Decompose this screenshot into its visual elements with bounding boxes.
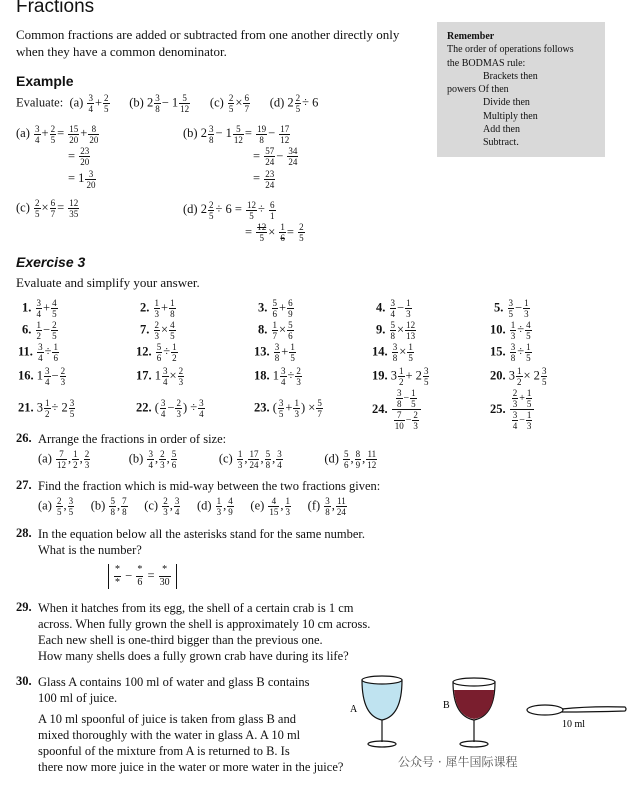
exercise-22: 22. ( $\frac{3}{4}$ − $\frac{2}{3}$ ) ÷ $\frac{3}{4}$ — [136, 398, 204, 419]
remember-box — [437, 22, 605, 157]
spoon-label: 10 ml — [562, 719, 586, 730]
exercise-16: 16. 1 $\frac{3}{4}$ − $\frac{2}{3}$ — [18, 366, 66, 387]
glasses-figure — [340, 672, 635, 752]
exercise-9: 9. $\frac{5}{8}$ × $\frac{12}{13}$ — [376, 320, 416, 341]
exercise-23: 23. ( $\frac{3}{5}$ + $\frac{1}{3}$ ) × $\frac{5}{7}$ — [254, 398, 322, 419]
example-prompt: Evaluate: (a) $\frac{3}{4}$ + $\frac{2}{5}$ (b) 2 $\frac{3}{8}$ − 1 $\frac{5}{12}$ (c) $\frac{2}{5}$ × $\frac{6}{7}$ (d) 2 $\frac{2}{5}$ ÷ 6 — [16, 93, 319, 114]
example-c-work: (c) $\frac{2}{5}$ × $\frac{6}{7}$ = $\frac{12}{35}$ — [16, 198, 79, 219]
exercise-8: 8. $\frac{1}{7}$ × $\frac{5}{6}$ — [258, 320, 293, 341]
remember-divide: Divide then — [483, 97, 530, 109]
remember-heading: Remember — [447, 31, 495, 42]
exercise-24: 24. $\frac{3}{8}$ − $\frac{1}{5}$ $\frac{7}{10}$ − $\frac{2}{3}$ — [372, 388, 422, 431]
asterisk-equation: * * − * 6 = * 30 — [108, 564, 177, 589]
glass-b-label: B — [443, 700, 450, 711]
exercise-25: 25. $\frac{2}{3}$ + $\frac{1}{5}$ $\frac{3}{4}$ − $\frac{1}{3}$ — [490, 388, 535, 431]
watermark: 公众号 · 犀牛国际课程 — [398, 755, 518, 769]
exercise-21: 21. 3 $\frac{1}{2}$ ÷ 2 $\frac{3}{5}$ — [18, 398, 75, 419]
intro-text: Common fractions are added or subtracted from one another directly only when they have a common denominator. — [16, 27, 400, 59]
glass-b — [453, 678, 495, 747]
exercise-18: 18. 1 $\frac{3}{4}$ ÷ $\frac{2}{3}$ — [254, 366, 301, 387]
example-d-work: (d) 2 $\frac{2}{5}$ ÷ 6 = $\frac{12}{5}$ ÷ $\frac{6}{1}$ = $\frac{12}{5}$ × $\frac{1}{6}$ = $\frac{2}{5}$ — [183, 199, 304, 244]
glass-a-label: A — [350, 704, 358, 715]
exercise-13: 13. $\frac{3}{8}$ + $\frac{1}{5}$ — [254, 342, 295, 363]
remember-brackets: Brackets then — [483, 70, 538, 82]
example-heading: Example — [16, 73, 74, 89]
remember-line-1: The order of operations follows — [447, 44, 574, 56]
exercise-6: 6. $\frac{1}{2}$ − $\frac{2}{5}$ — [22, 320, 57, 341]
exercise-20: 20. 3 $\frac{1}{2}$ × 2 $\frac{3}{5}$ — [490, 366, 547, 387]
exercise-5: 5. $\frac{3}{5}$ − $\frac{1}{3}$ — [494, 298, 529, 319]
exercise-1: 1. $\frac{3}{4}$ + $\frac{4}{5}$ — [22, 298, 57, 319]
example-a-work: (a) $\frac{3}{4}$ + $\frac{2}{5}$ = $\frac{15}{20}$ + $\frac{8}{20}$ = $\frac{23}{20}$ = 1 $\frac{3}{20}$ — [16, 123, 99, 190]
remember-add: Add then — [483, 124, 520, 136]
exercise-12: 12. $\frac{5}{6}$ ÷ $\frac{1}{2}$ — [136, 342, 177, 363]
exercise-14: 14. $\frac{3}{8}$ × $\frac{1}{5}$ — [372, 342, 413, 363]
example-b-work: (b) 2 $\frac{3}{8}$ − 1 $\frac{5}{12}$ = $\frac{19}{8}$ − $\frac{17}{12}$ = $\frac{57}{24}$ − $\frac{34}{24}$ = $\frac{23}{24}$ — [183, 123, 298, 190]
exercise-15: 15. $\frac{3}{8}$ ÷ $\frac{1}{5}$ — [490, 342, 531, 363]
exercise-3: 3. $\frac{5}{6}$ + $\frac{6}{9}$ — [258, 298, 293, 319]
exercise-2: 2. $\frac{1}{3}$ + $\frac{1}{8}$ — [140, 298, 175, 319]
exercise-instruction: Evaluate and simplify your answer. — [16, 275, 200, 290]
glass-a — [362, 676, 402, 747]
exercise-17: 17. 1 $\frac{3}{4}$ × $\frac{2}{3}$ — [136, 366, 184, 387]
exercise-19: 19. 3 $\frac{1}{2}$ + 2 $\frac{3}{5}$ — [372, 366, 429, 387]
remember-subtract: Subtract. — [483, 137, 519, 149]
exercise-11: 11. $\frac{3}{4}$ ÷ $\frac{1}{6}$ — [18, 342, 58, 363]
exercise-heading: Exercise 3 — [16, 254, 86, 270]
remember-multiply: Multiply then — [483, 110, 538, 122]
exercise-7: 7. $\frac{2}{3}$ × $\frac{4}{5}$ — [140, 320, 175, 341]
remember-powers: powers Of then — [447, 84, 509, 96]
spoon — [527, 705, 626, 715]
evaluate-label: Evaluate: — [16, 95, 64, 110]
remember-line-2: the BODMAS rule: — [447, 57, 526, 69]
page-title: Fractions — [16, 0, 95, 17]
exercise-10: 10. $\frac{1}{3}$ ÷ $\frac{4}{5}$ — [490, 320, 531, 341]
exercise-4: 4. $\frac{3}{4}$ − $\frac{1}{3}$ — [376, 298, 411, 319]
